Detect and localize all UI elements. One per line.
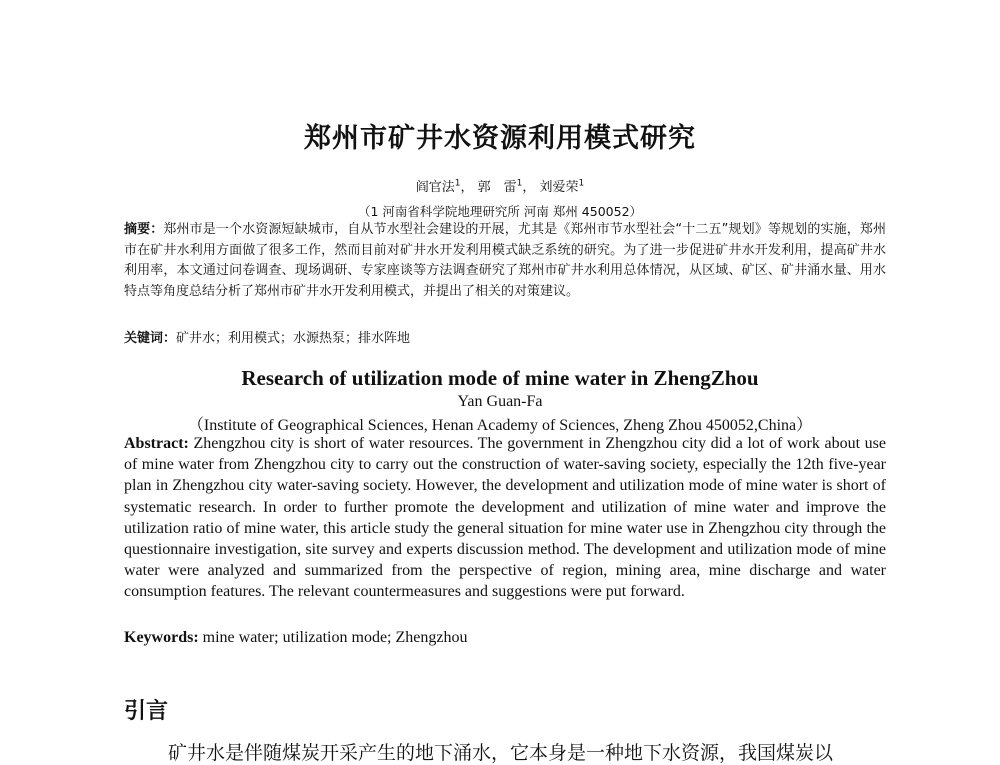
author-name: 刘爱荣 bbox=[539, 180, 579, 195]
keywords-en-label: Keywords: bbox=[124, 629, 199, 646]
abstract-en-text: Zhengzhou city is short of water resources. The government in Zhengzhou city did a lot of work about use of mine water from Zhengzhou city to carry out the construction of water-saving society, especially the 12th five-year plan in Zhengzhou city water-saving society. However, the development and utilization mode of mine water is short of systematic research. In order to further promote the development and utilization of mine water and improve the utilization ratio of mine water, this article study the general situation for mine water use in Zhengzhou city through the questionnaire investigation, site survey and experts discussion method. The development and utilization mode of mine water were analyzed and summarized from the perspective of region, mining area, mine discharge and water consumption features. The relevant countermeasures and suggestions were put forward. bbox=[124, 435, 887, 601]
keywords-en bbox=[124, 629, 886, 647]
author-name: 阎官法 bbox=[415, 180, 455, 195]
author-affiliation-mark: 1 bbox=[578, 178, 585, 189]
author-en: Yan Guan-Fa bbox=[457, 393, 543, 410]
keywords-en-text: mine water; utilization mode; Zhengzhou bbox=[202, 629, 468, 646]
paper-title-en: Research of utilization mode of mine water in ZhengZhou bbox=[241, 366, 759, 390]
abstract-cn-label: 摘要： bbox=[124, 222, 164, 237]
abstract-en-label: Abstract: bbox=[124, 435, 189, 452]
author-affiliation-mark: 1 bbox=[454, 178, 461, 189]
paper-title-cn: 郑州市矿井水资源利用模式研究 bbox=[304, 123, 696, 154]
author-name: 郭 雷 bbox=[477, 180, 517, 195]
author-affiliation-mark: 1 bbox=[516, 178, 523, 189]
keywords-cn-text: 矿井水；利用模式；水源热泵；排水阵地 bbox=[176, 331, 411, 346]
body-text-first-line: 矿井水是伴随煤炭开采产生的地下涌水，它本身是一种地下水资源，我国煤炭以 bbox=[168, 742, 834, 764]
keywords-cn-label: 关键词： bbox=[124, 331, 177, 346]
affiliation-cn: （1 河南省科学院地理研究所 河南 郑州 450052） bbox=[357, 204, 643, 219]
author-separator: ， bbox=[460, 180, 474, 195]
section-heading-introduction: 引言 bbox=[124, 699, 169, 724]
affiliation-en: （Institute of Geographical Sciences, Henan Academy of Sciences, Zheng Zhou 450052,China） bbox=[187, 417, 813, 434]
abstract-cn-text: 郑州市是一个水资源短缺城市，自从节水型社会建设的开展，尤其是《郑州市节水型社会“十二五”规划》等规划的实施，郑州市在矿井水利用方面做了很多工作，然而目前对矿井水开发利用模式缺乏系统的研究。为了进一步促进矿井水开发利用，提高矿井水利用率，本文通过问卷调查、现场调研、专家座谈等方法调查研究了郑州市矿井水利用总体情况，从区域、矿区、矿井涌水量、用水特点等角度总结分析了郑州市矿井水开发利用模式，并提出了相关的对策建议。 bbox=[124, 222, 886, 299]
author-separator: ， bbox=[522, 180, 536, 195]
author-list-cn bbox=[0, 176, 1000, 195]
abstract-cn bbox=[124, 220, 886, 302]
keywords-cn bbox=[124, 327, 886, 346]
abstract-en bbox=[124, 433, 886, 603]
